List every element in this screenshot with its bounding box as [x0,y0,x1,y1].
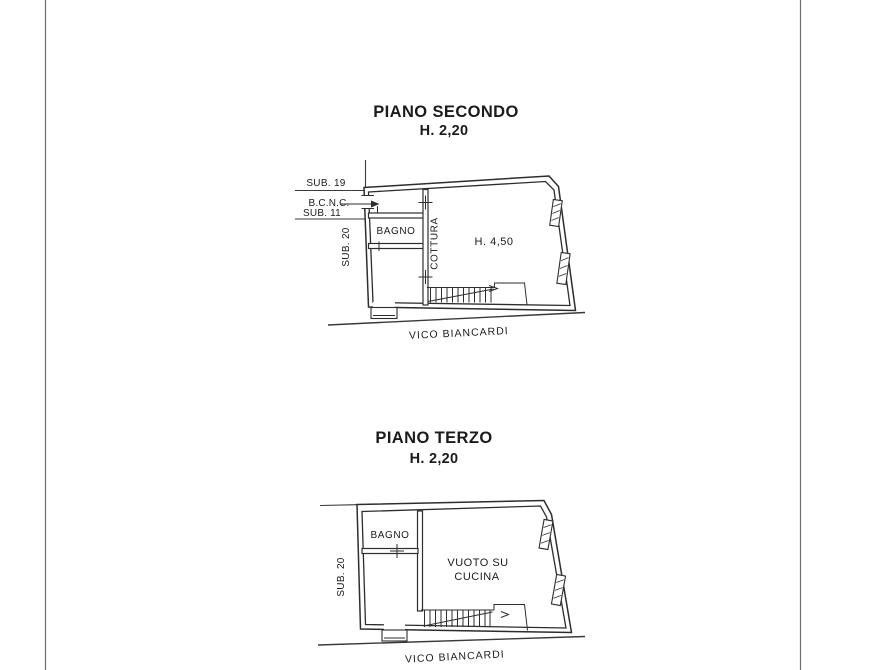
street-label-terzo: VICO BIANCARDI [404,648,505,666]
door-marker-bottom [419,270,433,284]
corridor-wall [369,213,426,218]
stair-diagonal [428,289,494,302]
window-opening-secondo-2 [557,253,570,285]
sub11-label: SUB. 11 [303,208,341,219]
bcnc-label: B.C.N.C. [308,198,350,209]
cottura-label: COTTURA [429,217,441,270]
plan-terzo-title: PIANO TERZO [375,429,493,447]
stair-direction-arrow-terzo-icon [501,612,509,618]
floor-plan-piano-terzo [318,429,585,666]
street-label-secondo: VICO BIANCARDI [408,325,509,342]
void-label-line1: VUOTO SU [447,557,509,569]
sub20-label-terzo: SUB. 20 [336,557,347,597]
room-height-label: H. 4,50 [474,236,514,248]
entry-step-secondo [371,308,397,319]
plan-secondo-height: H. 2,20 [419,123,469,139]
entry-arrow-icon [371,201,380,208]
sub19-label: SUB. 19 [306,178,346,189]
plan-terzo-height: H. 2,20 [409,451,459,467]
window-opening-secondo-1 [550,200,563,227]
entry-step-terzo [382,630,407,641]
plan-secondo-title: PIANO SECONDO [373,103,519,121]
void-label-line2: CUCINA [454,571,500,583]
staircase-secondo [427,283,527,305]
street-line-secondo [328,313,585,326]
bagno-label-secondo: BAGNO [376,226,416,237]
door-marker-bagno-terzo [390,544,404,558]
street-line-terzo [318,637,585,646]
sub20-label-secondo: SUB. 20 [341,227,352,267]
stair-direction-arrow-icon [489,286,498,292]
floor-plan-piano-secondo [295,103,585,342]
bagno-label-terzo: BAGNO [370,530,410,541]
door-marker-top [419,196,433,210]
cucina-void-wall [418,511,423,611]
window-opening-terzo-2 [551,574,565,605]
property-line-terzo [320,505,357,506]
bagno-bottom-wall-secondo [369,244,426,249]
